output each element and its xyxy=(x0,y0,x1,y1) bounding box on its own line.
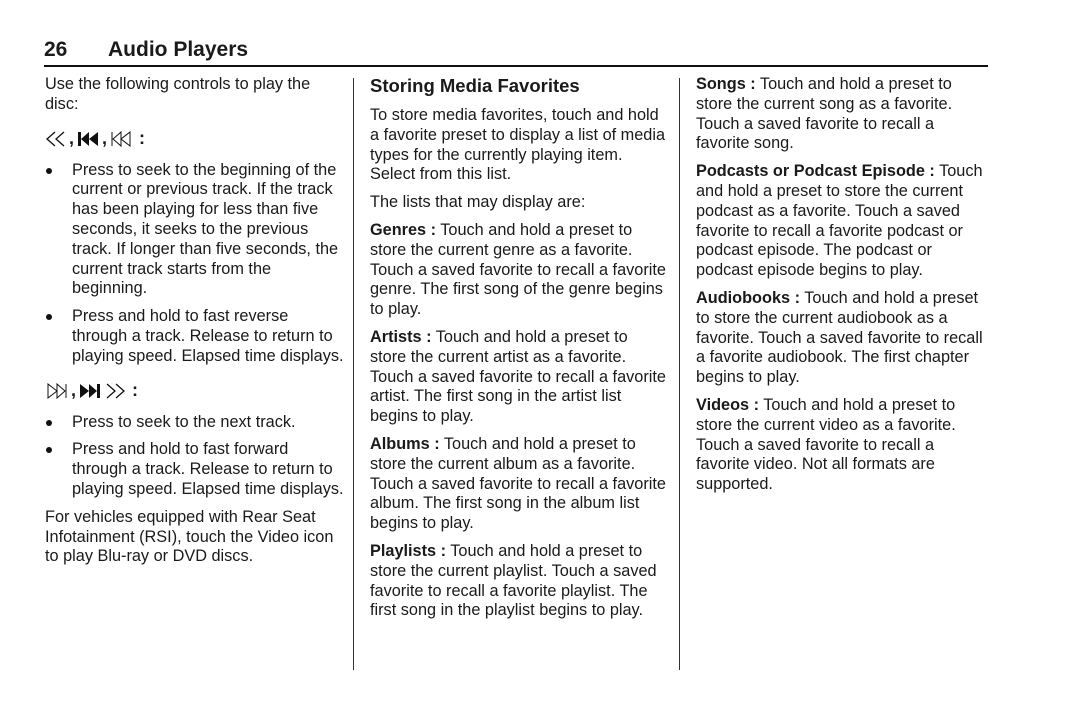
favorite-podcasts xyxy=(696,162,988,281)
description: Touch and hold a preset to store the current song as a favorite. Touch a saved favorite to recall a favorite song. xyxy=(696,75,953,153)
term: Videos : xyxy=(696,395,760,414)
term: Podcasts or Podcast Episode : xyxy=(696,162,935,181)
term: Genres : xyxy=(370,220,437,239)
term: Albums : xyxy=(370,434,440,453)
list-item: Press and hold to fast reverse through a track. Release to return to playing speed. Elapsed time displays. xyxy=(45,307,345,366)
term: Audiobooks : xyxy=(696,288,801,307)
description: Touch and hold a preset to store the current playlist. Touch a saved favorite to recall a favorite playlist. The first song in the playlist begins to play. xyxy=(370,541,657,620)
column-3 xyxy=(696,75,988,503)
back-controls xyxy=(45,127,345,151)
double-chevron-right-icon xyxy=(104,382,126,400)
list-item: Press to seek to the beginning of the current or previous track. If the track has been playing for less than five seconds, it seeks to the previous track. If longer than five seconds, the current track starts from the beginning. xyxy=(45,161,345,300)
separator: , xyxy=(102,127,108,148)
page-number: 26 xyxy=(44,38,68,61)
description: Touch and hold a preset to store the current audiobook as a favorite. Touch a saved favorite to recall a favorite audiobook. The first chapter begins to play. xyxy=(696,288,983,387)
outline-skip-back-icon xyxy=(109,130,133,148)
separator: , xyxy=(71,379,77,400)
colon: : xyxy=(139,127,146,148)
list-item: Press to seek to the next track. xyxy=(45,413,345,433)
description: Touch and hold a preset to store the current genre as a favorite. Touch a saved favorite to recall a favorite genre. The first song of the genre begins to play. xyxy=(370,220,666,319)
double-chevron-left-icon xyxy=(45,130,67,148)
term: Playlists : xyxy=(370,541,447,560)
favorite-audiobooks xyxy=(696,289,988,388)
term: Artists : xyxy=(370,327,432,346)
skip-forward-icon xyxy=(78,382,102,400)
description: Touch and hold a preset to store the current artist as a favorite. Touch a saved favorite to recall a favorite artist. The first song in the artist list begins to play. xyxy=(370,327,666,426)
favorite-artists xyxy=(370,328,666,427)
forward-bullets xyxy=(45,413,345,500)
favorite-videos xyxy=(696,396,988,495)
separator: , xyxy=(69,127,75,148)
description: Touch and hold a preset to store the current video as a favorite. Touch a saved favorite to recall a favorite video. Not all formats are supported. xyxy=(696,395,956,494)
column-divider xyxy=(679,78,680,670)
list-item: Press and hold to fast forward through a track. Release to return to playing speed. Elapsed time displays. xyxy=(45,440,345,499)
column-divider xyxy=(353,78,354,670)
back-bullets xyxy=(45,161,345,367)
skip-back-icon xyxy=(76,130,100,148)
column-2 xyxy=(370,75,666,629)
page-header xyxy=(44,38,988,67)
outline-skip-forward-icon xyxy=(45,382,69,400)
colon: : xyxy=(132,379,139,400)
section-heading: Storing Media Favorites xyxy=(370,75,580,96)
forward-controls xyxy=(45,379,345,403)
favorite-albums xyxy=(370,435,666,534)
page-title: Audio Players xyxy=(108,38,249,61)
intro-text: To store media favorites, touch and hold a favorite preset to display a list of media types for the currently playing item. Select from this list. xyxy=(370,106,666,184)
description: Touch and hold a preset to store the current album as a favorite. Touch a saved favorite to recall a favorite album. The first song in the album list begins to play. xyxy=(370,434,666,533)
intro-text: Use the following controls to play the disc: xyxy=(45,75,311,113)
column-1 xyxy=(45,75,345,575)
favorite-songs xyxy=(696,75,988,154)
term: Songs : xyxy=(696,75,756,93)
favorite-genres xyxy=(370,221,666,320)
favorite-playlists xyxy=(370,542,666,621)
lists-intro: The lists that may display are: xyxy=(370,193,586,212)
rsi-text: For vehicles equipped with Rear Seat Infotainment (RSI), touch the Video icon to play Blu-ray or DVD discs. xyxy=(45,507,334,566)
description: Touch and hold a preset to store the current podcast as a favorite. Touch a saved favorite to recall a favorite podcast or podcast episode. The podcast or podcast episode begins to play. xyxy=(696,162,983,280)
